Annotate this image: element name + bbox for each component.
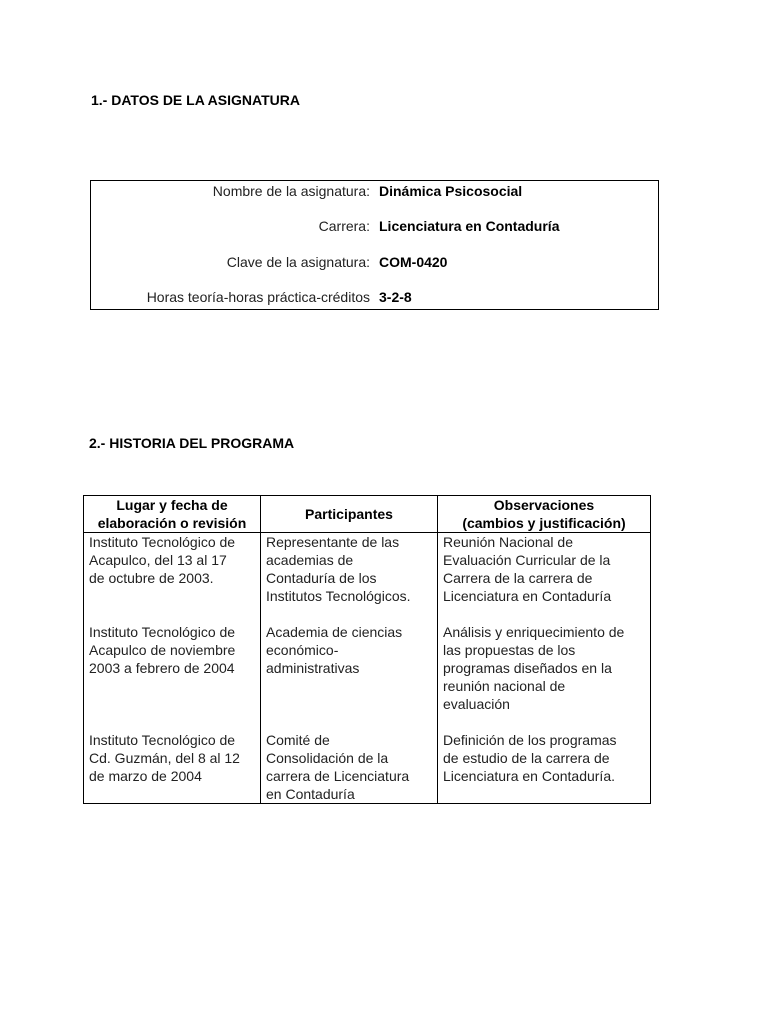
header-lugar-line2: elaboración o revisión	[97, 515, 247, 531]
datos-label: Horas teoría-horas práctica-créditos	[146, 289, 370, 305]
cell-line: Instituto Tecnológico de	[89, 732, 236, 748]
header-lugar-line1: Lugar y fecha de	[116, 497, 228, 513]
historia-table	[83, 495, 651, 804]
cell-line: de octubre de 2003.	[89, 570, 214, 586]
cell-line: las propuestas de los	[443, 642, 576, 658]
header-observaciones-line1: Observaciones	[493, 497, 595, 513]
datos-row-clave	[91, 252, 658, 272]
header-participantes-text: Participantes	[305, 506, 393, 522]
datos-label: Clave de la asignatura:	[226, 254, 370, 270]
cell-lugar	[84, 533, 261, 624]
cell-line: 2003 a febrero de 2004	[89, 660, 235, 676]
cell-line: Carrera de la carrera de	[443, 570, 593, 586]
cell-participantes	[261, 731, 438, 804]
datos-row-nombre	[91, 181, 658, 201]
cell-line: reunión nacional de	[443, 678, 566, 694]
datos-row-horas	[91, 287, 658, 307]
cell-line: evaluación	[443, 696, 510, 712]
table-row	[84, 731, 651, 804]
cell-line: económico-	[266, 642, 339, 658]
cell-observaciones	[438, 731, 651, 804]
cell-line: en Contaduría	[266, 786, 355, 802]
cell-line: Licenciatura en Contaduría.	[443, 768, 615, 784]
cell-lugar	[84, 623, 261, 731]
table-row	[84, 533, 651, 624]
cell-lugar	[84, 731, 261, 804]
cell-line: de estudio de la carrera de	[443, 750, 610, 766]
table-row	[84, 623, 651, 731]
header-observaciones-line2: (cambios y justificación)	[462, 515, 626, 531]
cell-line: Análisis y enriquecimiento de	[443, 624, 625, 640]
cell-participantes	[261, 623, 438, 731]
cell-line: Institutos Tecnológicos.	[266, 588, 411, 604]
section-1-title: 1.- DATOS DE LA ASIGNATURA	[91, 92, 300, 108]
cell-line: Acapulco de noviembre	[89, 642, 236, 658]
cell-line: Consolidación de la	[266, 750, 389, 766]
cell-observaciones	[438, 533, 651, 624]
cell-line: academias de	[266, 552, 354, 568]
cell-line: de marzo de 2004	[89, 768, 202, 784]
datos-label: Carrera:	[318, 218, 370, 234]
datos-value: Dinámica Psicosocial	[379, 183, 523, 199]
cell-line: Cd. Guzmán, del 8 al 12	[89, 750, 240, 766]
cell-observaciones	[438, 623, 651, 731]
cell-line: Instituto Tecnológico de	[89, 624, 236, 640]
header-observaciones	[438, 496, 651, 533]
cell-line: Definición de los programas	[443, 732, 617, 748]
datos-asignatura-box	[90, 180, 659, 310]
cell-line: Academia de ciencias	[266, 624, 403, 640]
cell-line: carrera de Licenciatura	[266, 768, 410, 784]
cell-participantes	[261, 533, 438, 624]
cell-line: Reunión Nacional de	[443, 534, 573, 550]
datos-value: Licenciatura en Contaduría	[379, 218, 560, 234]
header-participantes	[261, 496, 438, 533]
cell-line: Instituto Tecnológico de	[89, 534, 236, 550]
cell-line: Contaduría de los	[266, 570, 377, 586]
cell-line: Acapulco, del 13 al 17	[89, 552, 227, 568]
datos-value: 3-2-8	[379, 289, 412, 305]
cell-line: programas diseñados en la	[443, 660, 612, 676]
cell-line: administrativas	[266, 660, 360, 676]
cell-line: Licenciatura en Contaduría	[443, 588, 612, 604]
section-2-title: 2.- HISTORIA DEL PROGRAMA	[89, 435, 295, 451]
datos-label: Nombre de la asignatura:	[212, 183, 370, 199]
header-lugar	[84, 496, 261, 533]
table-header-row	[84, 496, 651, 533]
cell-line: Evaluación Curricular de la	[443, 552, 611, 568]
datos-value: COM-0420	[379, 254, 448, 270]
cell-line: Comité de	[266, 732, 330, 748]
datos-row-carrera	[91, 216, 658, 236]
cell-line: Representante de las	[266, 534, 400, 550]
